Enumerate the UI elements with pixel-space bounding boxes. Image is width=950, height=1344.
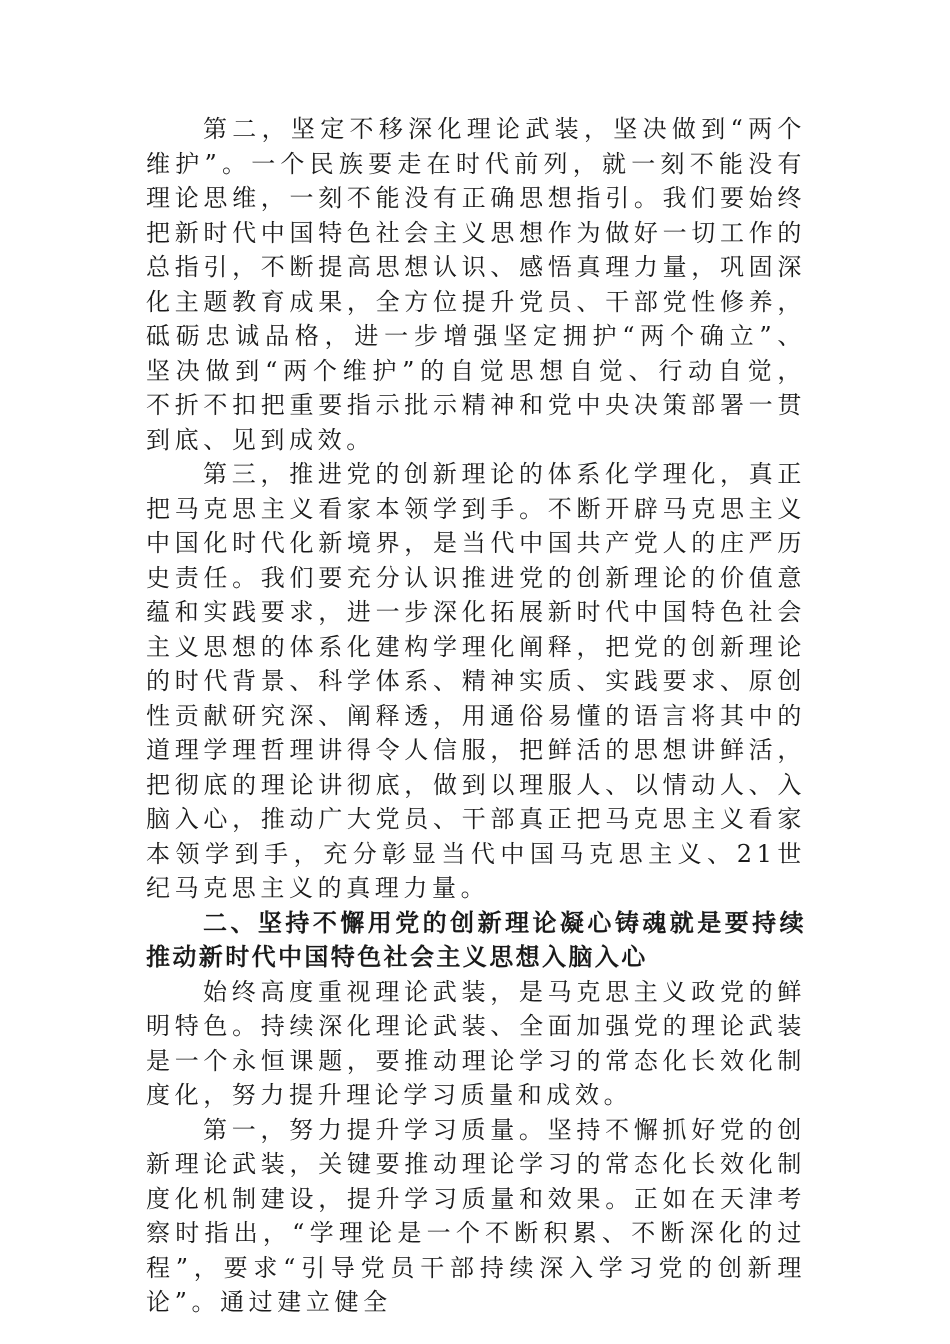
section-heading-two: 二、坚持不懈用党的创新理论凝心铸魂就是要持续推动新时代中国特色社会主义思想入脑入心 <box>146 908 806 971</box>
paragraph-third-point: 第三，推进党的创新理论的体系化学理化，真正把马克思主义看家本领学到手。不断开辟马克思主义中国化时代化新境界，是当代中国共产党人的庄严历史责任。我们要充分认识推进党的创新理论的价值意蕴和实践要求，进一步深化拓展新时代中国特色社会主义思想的体系化建构学理化阐释，把党的创新理论的时代背景、科学体系、精神实质、实践要求、原创性贡献研究深、阐释透，用通俗易懂的语言将其中的道理学理哲理讲得令人信服，把鲜活的思想讲鲜活，把彻底的理论讲彻底，做到以理服人、以情动人、入脑入心，推动广大党员、干部真正把马克思主义看家本领学到手，充分彰显当代中国马克思主义、21世纪马克思主义的真理力量。 <box>146 460 806 902</box>
paragraph-section-intro: 始终高度重视理论武装，是马克思主义政党的鲜明特色。持续深化理论武装、全面加强党的理论武装是一个永恒课题，要推动理论学习的常态化长效化制度化，努力提升理论学习质量和成效。 <box>146 977 806 1109</box>
paragraph-first-point: 第一，努力提升学习质量。坚持不懈抓好党的创新理论武装，关键要推动理论学习的常态化长效化制度化机制建设，提升学习质量和效果。正如在天津考察时指出，“学理论是一个不断积累、不断深化的过程”，要求“引导党员干部持续深入学习党的创新理论”。通过建立健全 <box>146 1115 806 1316</box>
document-body <box>146 112 806 1320</box>
paragraph-second-point: 第二，坚定不移深化理论武装，坚决做到“两个维护”。一个民族要走在时代前列，就一刻不能没有理论思维，一刻不能没有正确思想指引。我们要始终把新时代中国特色社会主义思想作为做好一切工作的总指引，不断提高思想认识、感悟真理力量，巩固深化主题教育成果，全方位提升党员、干部党性修养，砥砺忠诚品格，进一步增强坚定拥护“两个确立”、坚决做到“两个维护”的自觉思想自觉、行动自觉，不折不扣把重要指示批示精神和党中央决策部署一贯到底、见到成效。 <box>146 115 806 454</box>
